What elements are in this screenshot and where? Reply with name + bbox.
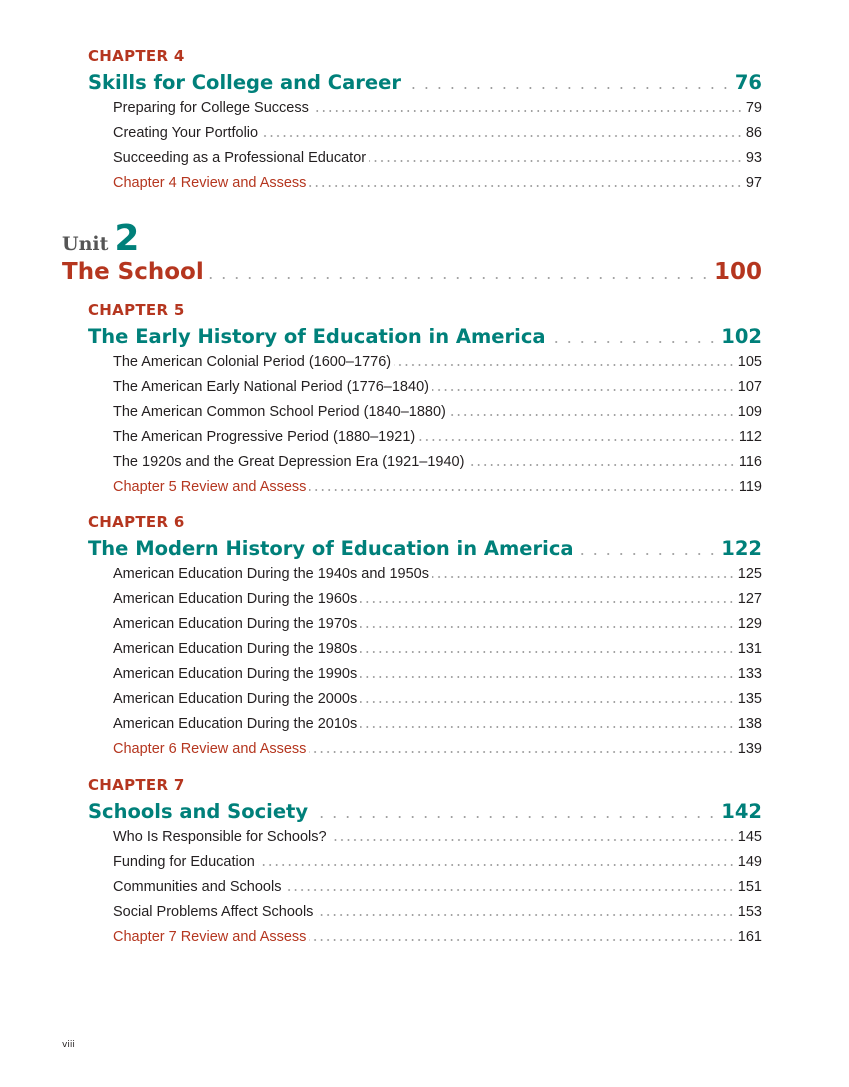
review-entry[interactable] xyxy=(113,925,762,950)
chapter-title: Skills for College and Career xyxy=(88,71,401,94)
dot-leader xyxy=(577,553,719,555)
toc-entry[interactable] xyxy=(113,637,762,662)
chapter-label: CHAPTER 4 xyxy=(88,47,185,65)
unit-page: 100 xyxy=(713,259,762,285)
entry-title: Funding for Education xyxy=(113,854,255,870)
entry-page: 86 xyxy=(745,125,762,141)
dot-leader xyxy=(258,864,735,866)
entry-page: 105 xyxy=(737,354,762,370)
toc-entry[interactable] xyxy=(113,825,762,850)
entry-page: 129 xyxy=(737,616,762,632)
entry-page: 79 xyxy=(745,100,762,116)
toc-entry[interactable] xyxy=(113,350,762,375)
entry-title: Social Problems Affect Schools xyxy=(113,904,314,920)
entry-page: 135 xyxy=(737,691,762,707)
toc-entry[interactable] xyxy=(113,850,762,875)
dot-leader xyxy=(330,839,735,841)
toc-entry[interactable] xyxy=(113,662,762,687)
dot-leader xyxy=(360,651,735,653)
entry-title: American Education During the 2010s xyxy=(113,716,358,732)
entry-title: Succeeding as a Professional Educator xyxy=(113,150,367,166)
entry-title: American Education During the 2000s xyxy=(113,691,358,707)
dot-leader xyxy=(316,914,734,916)
entry-title: The 1920s and the Great Depression Era (1921–1940) xyxy=(113,454,465,470)
entry-page: 109 xyxy=(737,404,762,420)
dot-leader xyxy=(360,626,735,628)
toc-entry[interactable] xyxy=(113,450,762,475)
entry-title: American Education During the 1990s xyxy=(113,666,358,682)
chapter-title-entry[interactable] xyxy=(88,535,762,562)
dot-leader xyxy=(404,87,732,89)
unit-number: 2 xyxy=(114,218,140,259)
chapter-label: CHAPTER 5 xyxy=(88,301,185,319)
entry-page: 116 xyxy=(738,454,762,470)
toc-entry[interactable] xyxy=(113,146,762,171)
chapter-page: 122 xyxy=(721,537,762,560)
entry-page: 149 xyxy=(737,854,762,870)
entry-title: The American Early National Period (1776–1840) xyxy=(113,379,429,395)
dot-leader xyxy=(449,414,735,416)
entry-page: 138 xyxy=(737,716,762,732)
toc-entry[interactable] xyxy=(113,400,762,425)
entry-title: Chapter 7 Review and Assess xyxy=(113,929,307,945)
toc-entry[interactable] xyxy=(113,121,762,146)
entry-page: 139 xyxy=(737,741,762,757)
entry-page: 161 xyxy=(737,929,762,945)
page-number: viii xyxy=(62,1040,75,1050)
toc-entry[interactable] xyxy=(113,900,762,925)
entry-title: American Education During the 1940s and 1950s xyxy=(113,566,429,582)
dot-leader xyxy=(207,277,711,279)
entry-page: 97 xyxy=(745,175,762,191)
entry-title: The American Progressive Period (1880–1921) xyxy=(113,429,416,445)
toc-entry[interactable] xyxy=(113,587,762,612)
entry-title: The American Colonial Period (1600–1776) xyxy=(113,354,392,370)
dot-leader xyxy=(369,160,743,162)
dot-leader xyxy=(309,185,742,187)
review-entry[interactable] xyxy=(113,171,762,196)
entry-title: American Education During the 1960s xyxy=(113,591,358,607)
dot-leader xyxy=(360,601,735,603)
chapter-title: Schools and Society xyxy=(88,800,309,823)
dot-leader xyxy=(261,135,743,137)
chapter-title-entry[interactable] xyxy=(88,798,762,825)
dot-leader xyxy=(360,676,735,678)
review-entry[interactable] xyxy=(113,737,762,762)
chapter-page: 102 xyxy=(721,325,762,348)
dot-leader xyxy=(309,939,734,941)
chapter-title: The Early History of Education in America xyxy=(88,325,546,348)
entry-page: 127 xyxy=(737,591,762,607)
entry-page: 153 xyxy=(737,904,762,920)
unit-title: The School xyxy=(62,259,204,285)
dot-leader xyxy=(467,464,735,466)
entry-title: Chapter 4 Review and Assess xyxy=(113,175,307,191)
toc-entry[interactable] xyxy=(113,612,762,637)
chapter-page: 76 xyxy=(734,71,762,94)
toc-entry[interactable] xyxy=(113,712,762,737)
dot-leader xyxy=(284,889,734,891)
chapter-title-entry[interactable] xyxy=(88,323,762,350)
chapter-page: 142 xyxy=(721,800,762,823)
unit-label xyxy=(62,218,139,258)
dot-leader xyxy=(309,751,734,753)
dot-leader xyxy=(311,816,718,818)
chapter-title: The Modern History of Education in America xyxy=(88,537,574,560)
entry-page: 131 xyxy=(737,641,762,657)
dot-leader xyxy=(312,110,743,112)
entry-page: 107 xyxy=(737,379,762,395)
toc-entry[interactable] xyxy=(113,875,762,900)
chapter-title-entry[interactable] xyxy=(88,69,762,96)
dot-leader xyxy=(360,726,735,728)
entry-page: 133 xyxy=(737,666,762,682)
toc-entry[interactable] xyxy=(113,375,762,400)
entry-title: The American Common School Period (1840–1880) xyxy=(113,404,446,420)
review-entry[interactable] xyxy=(113,475,762,500)
entry-page: 151 xyxy=(737,879,762,895)
entry-title: Preparing for College Success xyxy=(113,100,309,116)
dot-leader xyxy=(309,489,735,491)
entry-title: Creating Your Portfolio xyxy=(113,125,259,141)
chapter-label: CHAPTER 6 xyxy=(88,513,185,531)
dot-leader xyxy=(549,341,719,343)
toc-entry[interactable] xyxy=(113,687,762,712)
toc-entry[interactable] xyxy=(113,96,762,121)
entry-title: American Education During the 1980s xyxy=(113,641,358,657)
entry-title: Chapter 5 Review and Assess xyxy=(113,479,307,495)
dot-leader xyxy=(360,701,735,703)
unit-word: Unit xyxy=(62,233,109,255)
dot-leader xyxy=(432,389,735,391)
entry-page: 119 xyxy=(738,479,762,495)
entry-page: 112 xyxy=(738,429,762,445)
dot-leader xyxy=(418,439,736,441)
entry-title: Who Is Responsible for Schools? xyxy=(113,829,327,845)
dot-leader xyxy=(432,576,735,578)
entry-title: American Education During the 1970s xyxy=(113,616,358,632)
dot-leader xyxy=(394,364,735,366)
toc-entry[interactable] xyxy=(113,562,762,587)
entry-title: Chapter 6 Review and Assess xyxy=(113,741,307,757)
unit-title-entry[interactable] xyxy=(62,256,762,288)
entry-title: Communities and Schools xyxy=(113,879,282,895)
entry-page: 93 xyxy=(745,150,762,166)
entry-page: 125 xyxy=(737,566,762,582)
toc-entry[interactable] xyxy=(113,425,762,450)
entry-page: 145 xyxy=(737,829,762,845)
chapter-label: CHAPTER 7 xyxy=(88,776,185,794)
